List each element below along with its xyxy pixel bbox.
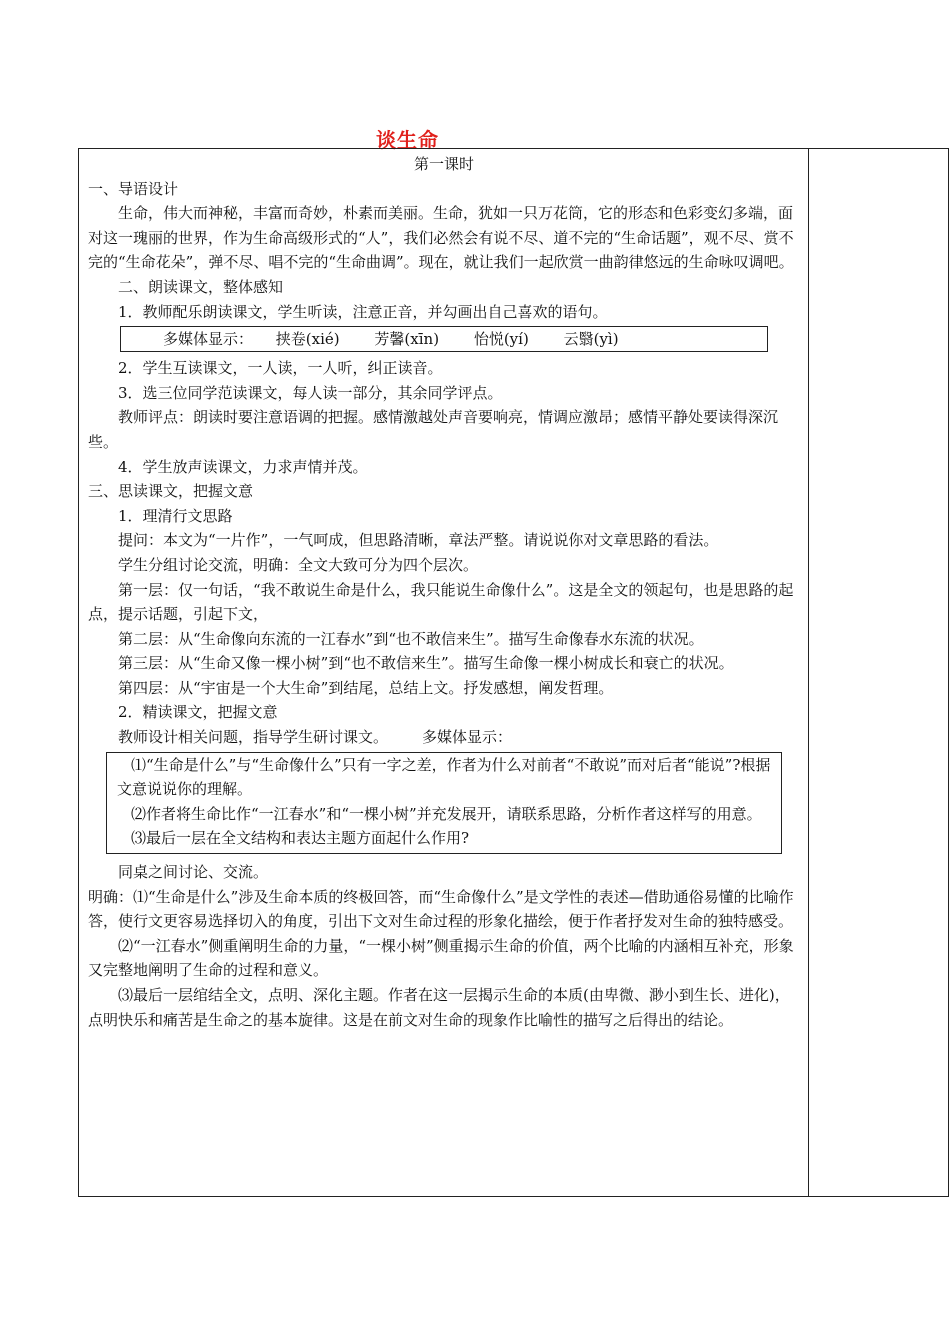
analysis-sub-1: 1．理清行文思路: [118, 506, 233, 525]
answer-1: 明确：⑴“生命是什么”涉及生命本质的终极回答，而“生命像什么”是文学性的表述—借助通俗易懂的比喻作答，使行文更容易选择切入的角度，引出下文对生命过程的形象化描绘，便于作者抒发对生命的独特感受。: [88, 887, 794, 931]
analysis-question: 提问：本文为“一片作”，一气呵成，但思路清晰，章法严整。请说说你对文章思路的看法。: [118, 531, 719, 550]
reading-step-3: 3．选三位同学范读课文，每人读一部分，其余同学评点。: [118, 383, 503, 402]
word-4: 云翳(yì): [563, 330, 619, 349]
pair-discussion: 同桌之间讨论、交流。: [118, 863, 269, 882]
question-2: ⑵作者将生命比作“一江春水”和“一棵小树”并充发展开，请联系思路，分析作者这样写的用意。: [131, 804, 762, 823]
notes-column-divider: [808, 148, 809, 1197]
word-2: 芳馨(xīn): [374, 330, 440, 349]
word-3: 怡悦(yí): [473, 330, 529, 349]
pronunciation-box: [120, 326, 768, 352]
intro-paragraph: 生命，伟大而神秘，丰富而奇妙，朴素而美丽。生命，犹如一只万花筒，它的形态和色彩变幻多端，面对这一瑰丽的世界，作为生命高级形式的“人”，我们必然会有说不尽、道不完的“生命话题”，观不尽、赏不完的“生命花朵”，弹不尽、唱不完的“生命曲调”。现在，就让我们一起欣赏一曲韵律悠远的生命咏叹调吧。: [88, 204, 794, 272]
lesson-period: 第一课时: [413, 155, 474, 173]
layer-1: 第一层：仅一句话，“我不敢说生命是什么，我只能说生命像什么”。这是全文的领起句，也是思路的起点，提示话题，引起下文，: [88, 580, 794, 624]
teacher-design: [88, 725, 800, 750]
question-1: ⑴“生命是什么”与“生命像什么”只有一字之差，作者为什么对前者“不敢说”而对后者“能说”?根据文意说说你的理解。: [117, 755, 771, 799]
teacher-design-text: 教师设计相关问题，指导学生研讨课文。: [118, 728, 389, 747]
lesson-content: [88, 152, 800, 1032]
analysis-sub-2: 2．精读课文，把握文意: [118, 703, 278, 722]
layer-2: 第二层：从“生命像向东流的一江春水”到“也不敢信来生”。描写生命像春水东流的状况。: [118, 629, 704, 648]
group-discussion: 学生分组讨论交流，明确：全文大致可分为四个层次。: [118, 555, 479, 574]
section-heading-reading: 二、朗读课文，整体感知: [118, 277, 284, 296]
media-label: 多媒体显示：: [163, 330, 254, 349]
reading-step-2: 2．学生互读课文，一人读，一人听，纠正读音。: [118, 359, 443, 378]
questions-box: [106, 752, 782, 854]
document-title: 谈生命: [376, 128, 439, 152]
layer-3: 第三层：从“生命又像一棵小树”到“也不敢信来生”。描写生命像一棵小树成长和衰亡的状况。: [118, 654, 734, 673]
answer-3: ⑶最后一层绾结全文，点明、深化主题。作者在这一层揭示生命的本质(由卑微、渺小到生长、进化)，点明快乐和痛苦是生命之的基本旋律。这是在前文对生命的现象作比喻性的描写之后得出的结论。: [88, 986, 790, 1029]
section-heading-analysis: 三、思读课文，把握文意: [88, 482, 254, 501]
teacher-comment: 教师评点：朗读时要注意语调的把握。感情激越处声音要响亮，情调应激昂；感情平静处要读得深沉些。: [88, 408, 779, 451]
reading-step-4: 4．学生放声读课文，力求声情并茂。: [118, 457, 368, 476]
media-label-2: 多媒体显示：: [422, 728, 513, 747]
word-1: 挟卷(xié): [275, 330, 340, 349]
layer-4: 第四层：从“宇宙是一个大生命”到结尾，总结上文。抒发感想，阐发哲理。: [118, 678, 614, 697]
section-heading-intro: 一、导语设计: [88, 179, 179, 198]
question-3: ⑶最后一层在全文结构和表达主题方面起什么作用?: [131, 829, 470, 848]
reading-step-1: 1．教师配乐朗读课文，学生听读，注意正音，并勾画出自己喜欢的语句。: [118, 302, 608, 321]
answer-2: ⑵“一江春水”侧重阐明生命的力量，“一棵小树”侧重揭示生命的价值，两个比喻的内涵相互补充，形象又完整地阐明了生命的过程和意义。: [88, 936, 794, 980]
